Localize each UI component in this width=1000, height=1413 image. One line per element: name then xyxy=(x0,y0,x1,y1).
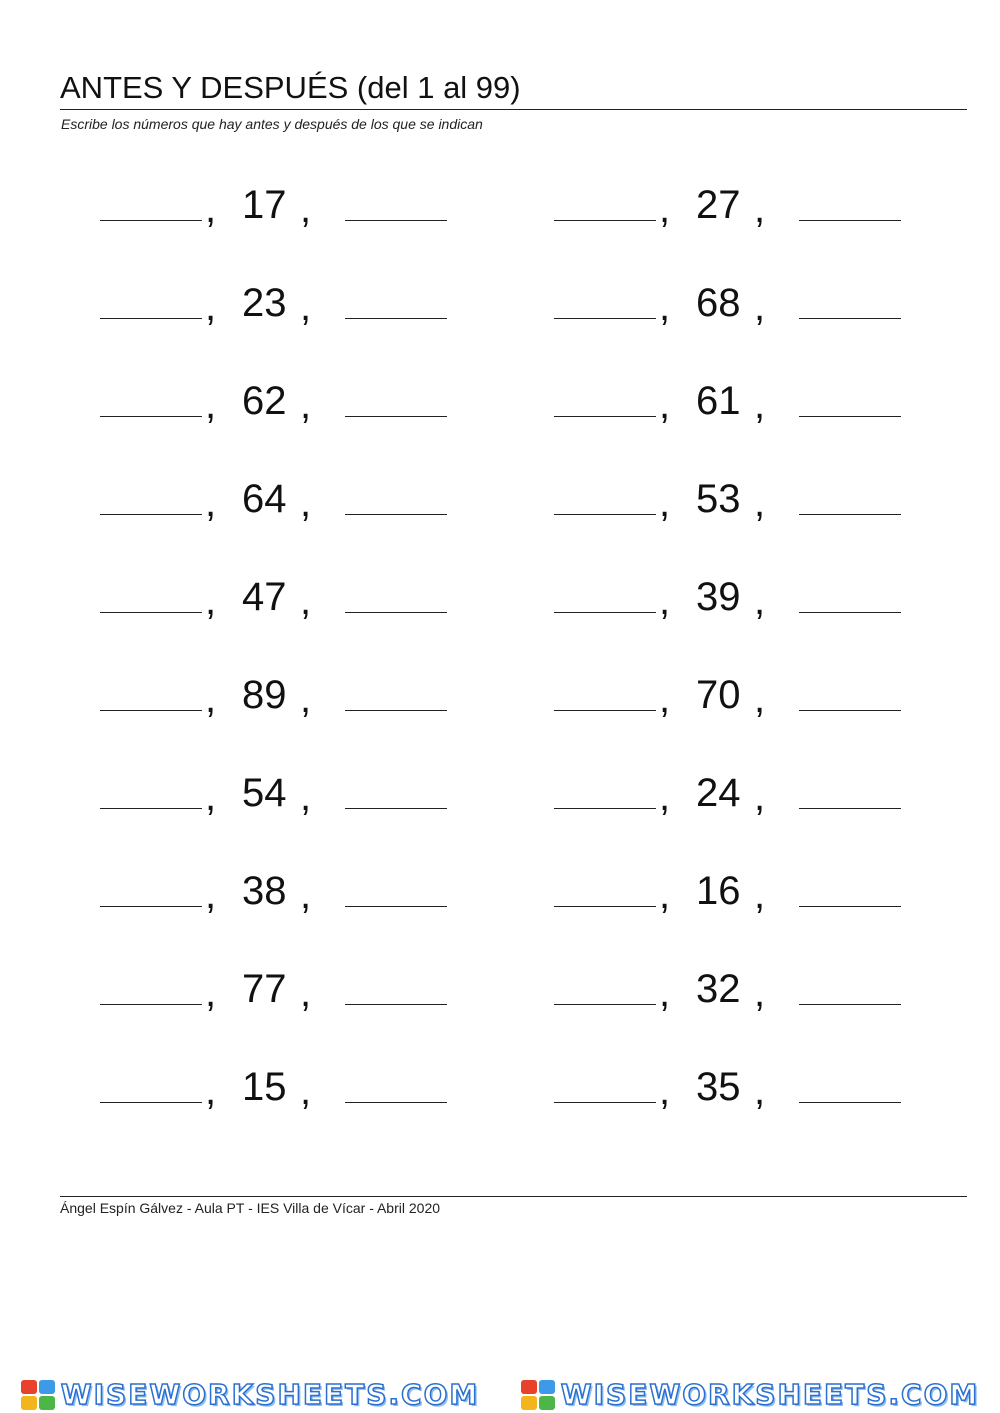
before-answer-blank[interactable] xyxy=(554,220,656,221)
after-answer-blank[interactable] xyxy=(799,612,901,613)
given-number: 70 xyxy=(696,673,741,717)
separator: , xyxy=(300,187,312,231)
before-answer-blank[interactable] xyxy=(554,416,656,417)
given-number: 39 xyxy=(696,575,741,619)
given-number: 61 xyxy=(696,379,741,423)
before-answer-blank[interactable] xyxy=(100,416,202,417)
separator: , xyxy=(754,775,766,819)
after-answer-blank[interactable] xyxy=(799,906,901,907)
exercise-row xyxy=(554,258,914,356)
given-number: 27 xyxy=(696,183,741,227)
separator: , xyxy=(300,971,312,1015)
footer-divider xyxy=(60,1196,967,1197)
exercise-row xyxy=(100,356,460,454)
after-answer-blank[interactable] xyxy=(799,710,901,711)
separator: , xyxy=(659,971,671,1015)
separator: , xyxy=(205,285,217,329)
given-number: 47 xyxy=(242,575,287,619)
given-number: 77 xyxy=(242,967,287,1011)
brand-logo-icon xyxy=(21,1380,55,1410)
given-number: 64 xyxy=(242,477,287,521)
exercise-row xyxy=(100,650,460,748)
after-answer-blank[interactable] xyxy=(345,808,447,809)
separator: , xyxy=(754,677,766,721)
separator: , xyxy=(300,677,312,721)
separator: , xyxy=(205,187,217,231)
separator: , xyxy=(205,481,217,525)
before-answer-blank[interactable] xyxy=(554,906,656,907)
separator: , xyxy=(300,481,312,525)
exercise-row xyxy=(554,454,914,552)
before-answer-blank[interactable] xyxy=(100,612,202,613)
separator: , xyxy=(205,1069,217,1113)
separator: , xyxy=(754,383,766,427)
exercise-row xyxy=(100,258,460,356)
brand-logo-icon xyxy=(521,1380,555,1410)
after-answer-blank[interactable] xyxy=(799,514,901,515)
brand-text: WISEWORKSHEETS.COM xyxy=(60,1378,480,1411)
given-number: 53 xyxy=(696,477,741,521)
separator: , xyxy=(659,677,671,721)
separator: , xyxy=(659,775,671,819)
exercise-row xyxy=(554,552,914,650)
separator: , xyxy=(754,187,766,231)
separator: , xyxy=(754,873,766,917)
separator: , xyxy=(659,873,671,917)
before-answer-blank[interactable] xyxy=(100,220,202,221)
separator: , xyxy=(205,677,217,721)
separator: , xyxy=(300,285,312,329)
brand-text: WISEWORKSHEETS.COM xyxy=(560,1378,980,1411)
after-answer-blank[interactable] xyxy=(799,1004,901,1005)
given-number: 68 xyxy=(696,281,741,325)
given-number: 32 xyxy=(696,967,741,1011)
exercise-column-right xyxy=(554,160,914,1140)
exercise-row xyxy=(100,160,460,258)
after-answer-blank[interactable] xyxy=(799,220,901,221)
separator: , xyxy=(300,775,312,819)
exercise-row xyxy=(554,356,914,454)
given-number: 24 xyxy=(696,771,741,815)
brand-item xyxy=(21,1378,480,1411)
before-answer-blank[interactable] xyxy=(100,318,202,319)
after-answer-blank[interactable] xyxy=(345,906,447,907)
exercise-row xyxy=(100,552,460,650)
before-answer-blank[interactable] xyxy=(554,808,656,809)
before-answer-blank[interactable] xyxy=(100,808,202,809)
exercise-row xyxy=(554,944,914,1042)
separator: , xyxy=(205,579,217,623)
before-answer-blank[interactable] xyxy=(100,1102,202,1103)
given-number: 17 xyxy=(242,183,287,227)
given-number: 62 xyxy=(242,379,287,423)
separator: , xyxy=(300,1069,312,1113)
after-answer-blank[interactable] xyxy=(345,220,447,221)
given-number: 54 xyxy=(242,771,287,815)
brand-item xyxy=(521,1378,980,1411)
after-answer-blank[interactable] xyxy=(345,514,447,515)
after-answer-blank[interactable] xyxy=(799,808,901,809)
separator: , xyxy=(754,481,766,525)
before-answer-blank[interactable] xyxy=(100,710,202,711)
separator: , xyxy=(205,775,217,819)
instructions: Escribe los números que hay antes y después de los que se indican xyxy=(61,116,483,132)
given-number: 89 xyxy=(242,673,287,717)
separator: , xyxy=(754,971,766,1015)
separator: , xyxy=(659,1069,671,1113)
title-divider xyxy=(60,109,967,110)
before-answer-blank[interactable] xyxy=(554,1004,656,1005)
separator: , xyxy=(754,1069,766,1113)
separator: , xyxy=(659,383,671,427)
before-answer-blank[interactable] xyxy=(554,612,656,613)
separator: , xyxy=(659,285,671,329)
before-answer-blank[interactable] xyxy=(554,710,656,711)
exercise-column-left xyxy=(100,160,460,1140)
before-answer-blank[interactable] xyxy=(100,1004,202,1005)
separator: , xyxy=(754,579,766,623)
before-answer-blank[interactable] xyxy=(100,514,202,515)
after-answer-blank[interactable] xyxy=(345,612,447,613)
exercise-row xyxy=(554,650,914,748)
after-answer-blank[interactable] xyxy=(799,416,901,417)
after-answer-blank[interactable] xyxy=(799,318,901,319)
after-answer-blank[interactable] xyxy=(345,1102,447,1103)
given-number: 35 xyxy=(696,1065,741,1109)
exercise-row xyxy=(554,1042,914,1140)
after-answer-blank[interactable] xyxy=(345,318,447,319)
before-answer-blank[interactable] xyxy=(100,906,202,907)
before-answer-blank[interactable] xyxy=(554,1102,656,1103)
exercise-row xyxy=(100,454,460,552)
exercise-row xyxy=(100,944,460,1042)
separator: , xyxy=(754,285,766,329)
separator: , xyxy=(205,383,217,427)
brand-watermark xyxy=(0,1376,1000,1413)
page-title: ANTES Y DESPUÉS (del 1 al 99) xyxy=(60,70,521,105)
given-number: 38 xyxy=(242,869,287,913)
separator: , xyxy=(205,873,217,917)
separator: , xyxy=(300,579,312,623)
exercise-row xyxy=(100,846,460,944)
separator: , xyxy=(300,873,312,917)
after-answer-blank[interactable] xyxy=(345,710,447,711)
after-answer-blank[interactable] xyxy=(345,416,447,417)
exercise-row xyxy=(554,748,914,846)
footer-credit: Ángel Espín Gálvez - Aula PT - IES Villa de Vícar - Abril 2020 xyxy=(60,1200,441,1216)
before-answer-blank[interactable] xyxy=(554,514,656,515)
separator: , xyxy=(300,383,312,427)
before-answer-blank[interactable] xyxy=(554,318,656,319)
given-number: 16 xyxy=(696,869,741,913)
exercise-row xyxy=(100,1042,460,1140)
exercise-row xyxy=(100,748,460,846)
given-number: 15 xyxy=(242,1065,287,1109)
after-answer-blank[interactable] xyxy=(799,1102,901,1103)
separator: , xyxy=(659,481,671,525)
exercise-row xyxy=(554,846,914,944)
separator: , xyxy=(659,579,671,623)
separator: , xyxy=(205,971,217,1015)
exercise-row xyxy=(554,160,914,258)
after-answer-blank[interactable] xyxy=(345,1004,447,1005)
separator: , xyxy=(659,187,671,231)
given-number: 23 xyxy=(242,281,287,325)
